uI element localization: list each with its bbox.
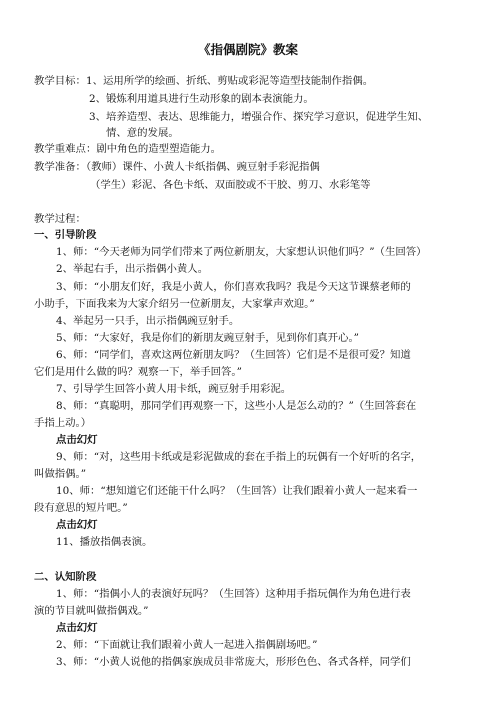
goal-item: 3、培养造型、表达、思维能力，增强合作、探究学习意识，促进学生知、 bbox=[89, 111, 429, 123]
process-line: 8、师：“真聪明，那同学们再观察一下，这些小人是怎么动的？”（生回答套在 bbox=[56, 400, 417, 412]
process-line: 5、师：“大家好，我是你们的新朋友豌豆射手，见到你们真开心。” bbox=[56, 332, 359, 344]
section2-heading: 二、认知阶段 bbox=[34, 571, 97, 583]
section1-heading: 一、引导阶段 bbox=[34, 229, 97, 241]
goal-item: 2、锻炼利用道具进行生动形象的剧本表演能力。 bbox=[89, 93, 314, 105]
goals-line-1 bbox=[34, 74, 464, 88]
process-line: 3、师：“小朋友们好，我是小黄人，你们喜欢我吗？我是今天这节课蔡老师的 bbox=[56, 281, 411, 293]
process-label: 教学过程： bbox=[34, 213, 86, 225]
process-line: 1、师：“今天老师为同学们带来了两位新朋友，大家想认识他们吗？”（生回答） bbox=[56, 246, 427, 258]
process-line: 4、举起另一只手，出示指偶豌豆射手。 bbox=[56, 315, 240, 327]
process-line: 6、师：“同学们，喜欢这两位新朋友吗？（生回答）它们是不是很可爱？知道 bbox=[56, 349, 411, 361]
prep-teacher: 教学准备：（教师）课件、小黄人卡纸指偶、豌豆射手彩泥指偶 bbox=[34, 161, 320, 173]
process-line: 2、举起右手，出示指偶小黄人。 bbox=[56, 263, 209, 275]
process-line: 11、播放指偶表演。 bbox=[56, 536, 153, 548]
process-line: 3、师：“小黄人说他的指偶家族成员非常庞大，形形色色、各式各样，同学们 bbox=[56, 656, 411, 668]
goals-label: 教学目标： bbox=[34, 75, 86, 87]
process-line: 小助手，下面我来为大家介绍另一位新朋友，大家掌声欢迎。” bbox=[34, 298, 315, 310]
click-slide-note: 点击幻灯 bbox=[56, 519, 98, 531]
process-line: 7、引导学生回答小黄人用卡纸，豌豆射手用彩泥。 bbox=[56, 383, 292, 395]
process-line: 手指上动。） bbox=[34, 417, 92, 429]
click-slide-note: 点击幻灯 bbox=[56, 434, 98, 446]
process-line: 9、师：“对，这些用卡纸或是彩泥做成的套在手指上的玩偶有一个好听的名字， bbox=[56, 451, 422, 463]
click-slide-note: 点击幻灯 bbox=[56, 622, 98, 634]
document-title: 《指偶剧院》教案 bbox=[197, 42, 298, 57]
goal-item: 1、运用所学的绘画、折纸、剪贴或彩泥等造型技能制作指偶。 bbox=[85, 75, 374, 87]
process-line: 它们是用什么做的吗？观察一下，举手回答。” bbox=[34, 366, 242, 378]
process-line: 2、师：“下面就让我们跟着小黄人一起进入指偶剧场吧。” bbox=[56, 639, 318, 651]
process-line: 段有意思的短片吧。” bbox=[34, 502, 128, 514]
process-line: 1、师：“指偶小人的表演好玩吗？（生回答）这种用手指玩偶作为角色进行表 bbox=[56, 588, 411, 600]
process-line: 演的节目就叫做指偶戏。” bbox=[34, 605, 149, 617]
process-line: 叫做指偶。” bbox=[34, 468, 87, 480]
prep-student: （学生）彩泥、各色卡纸、双面胶或不干胶、剪刀、水彩笔等 bbox=[90, 179, 371, 191]
goal-item: 情、意的发展。 bbox=[106, 127, 179, 139]
key-point: 教学重难点：剧中角色的造型塑造能力。 bbox=[34, 143, 222, 155]
process-line: 10、师：“想知道它们还能干什么吗？（生回答）让我们跟着小黄人一起来看一 bbox=[56, 485, 418, 497]
